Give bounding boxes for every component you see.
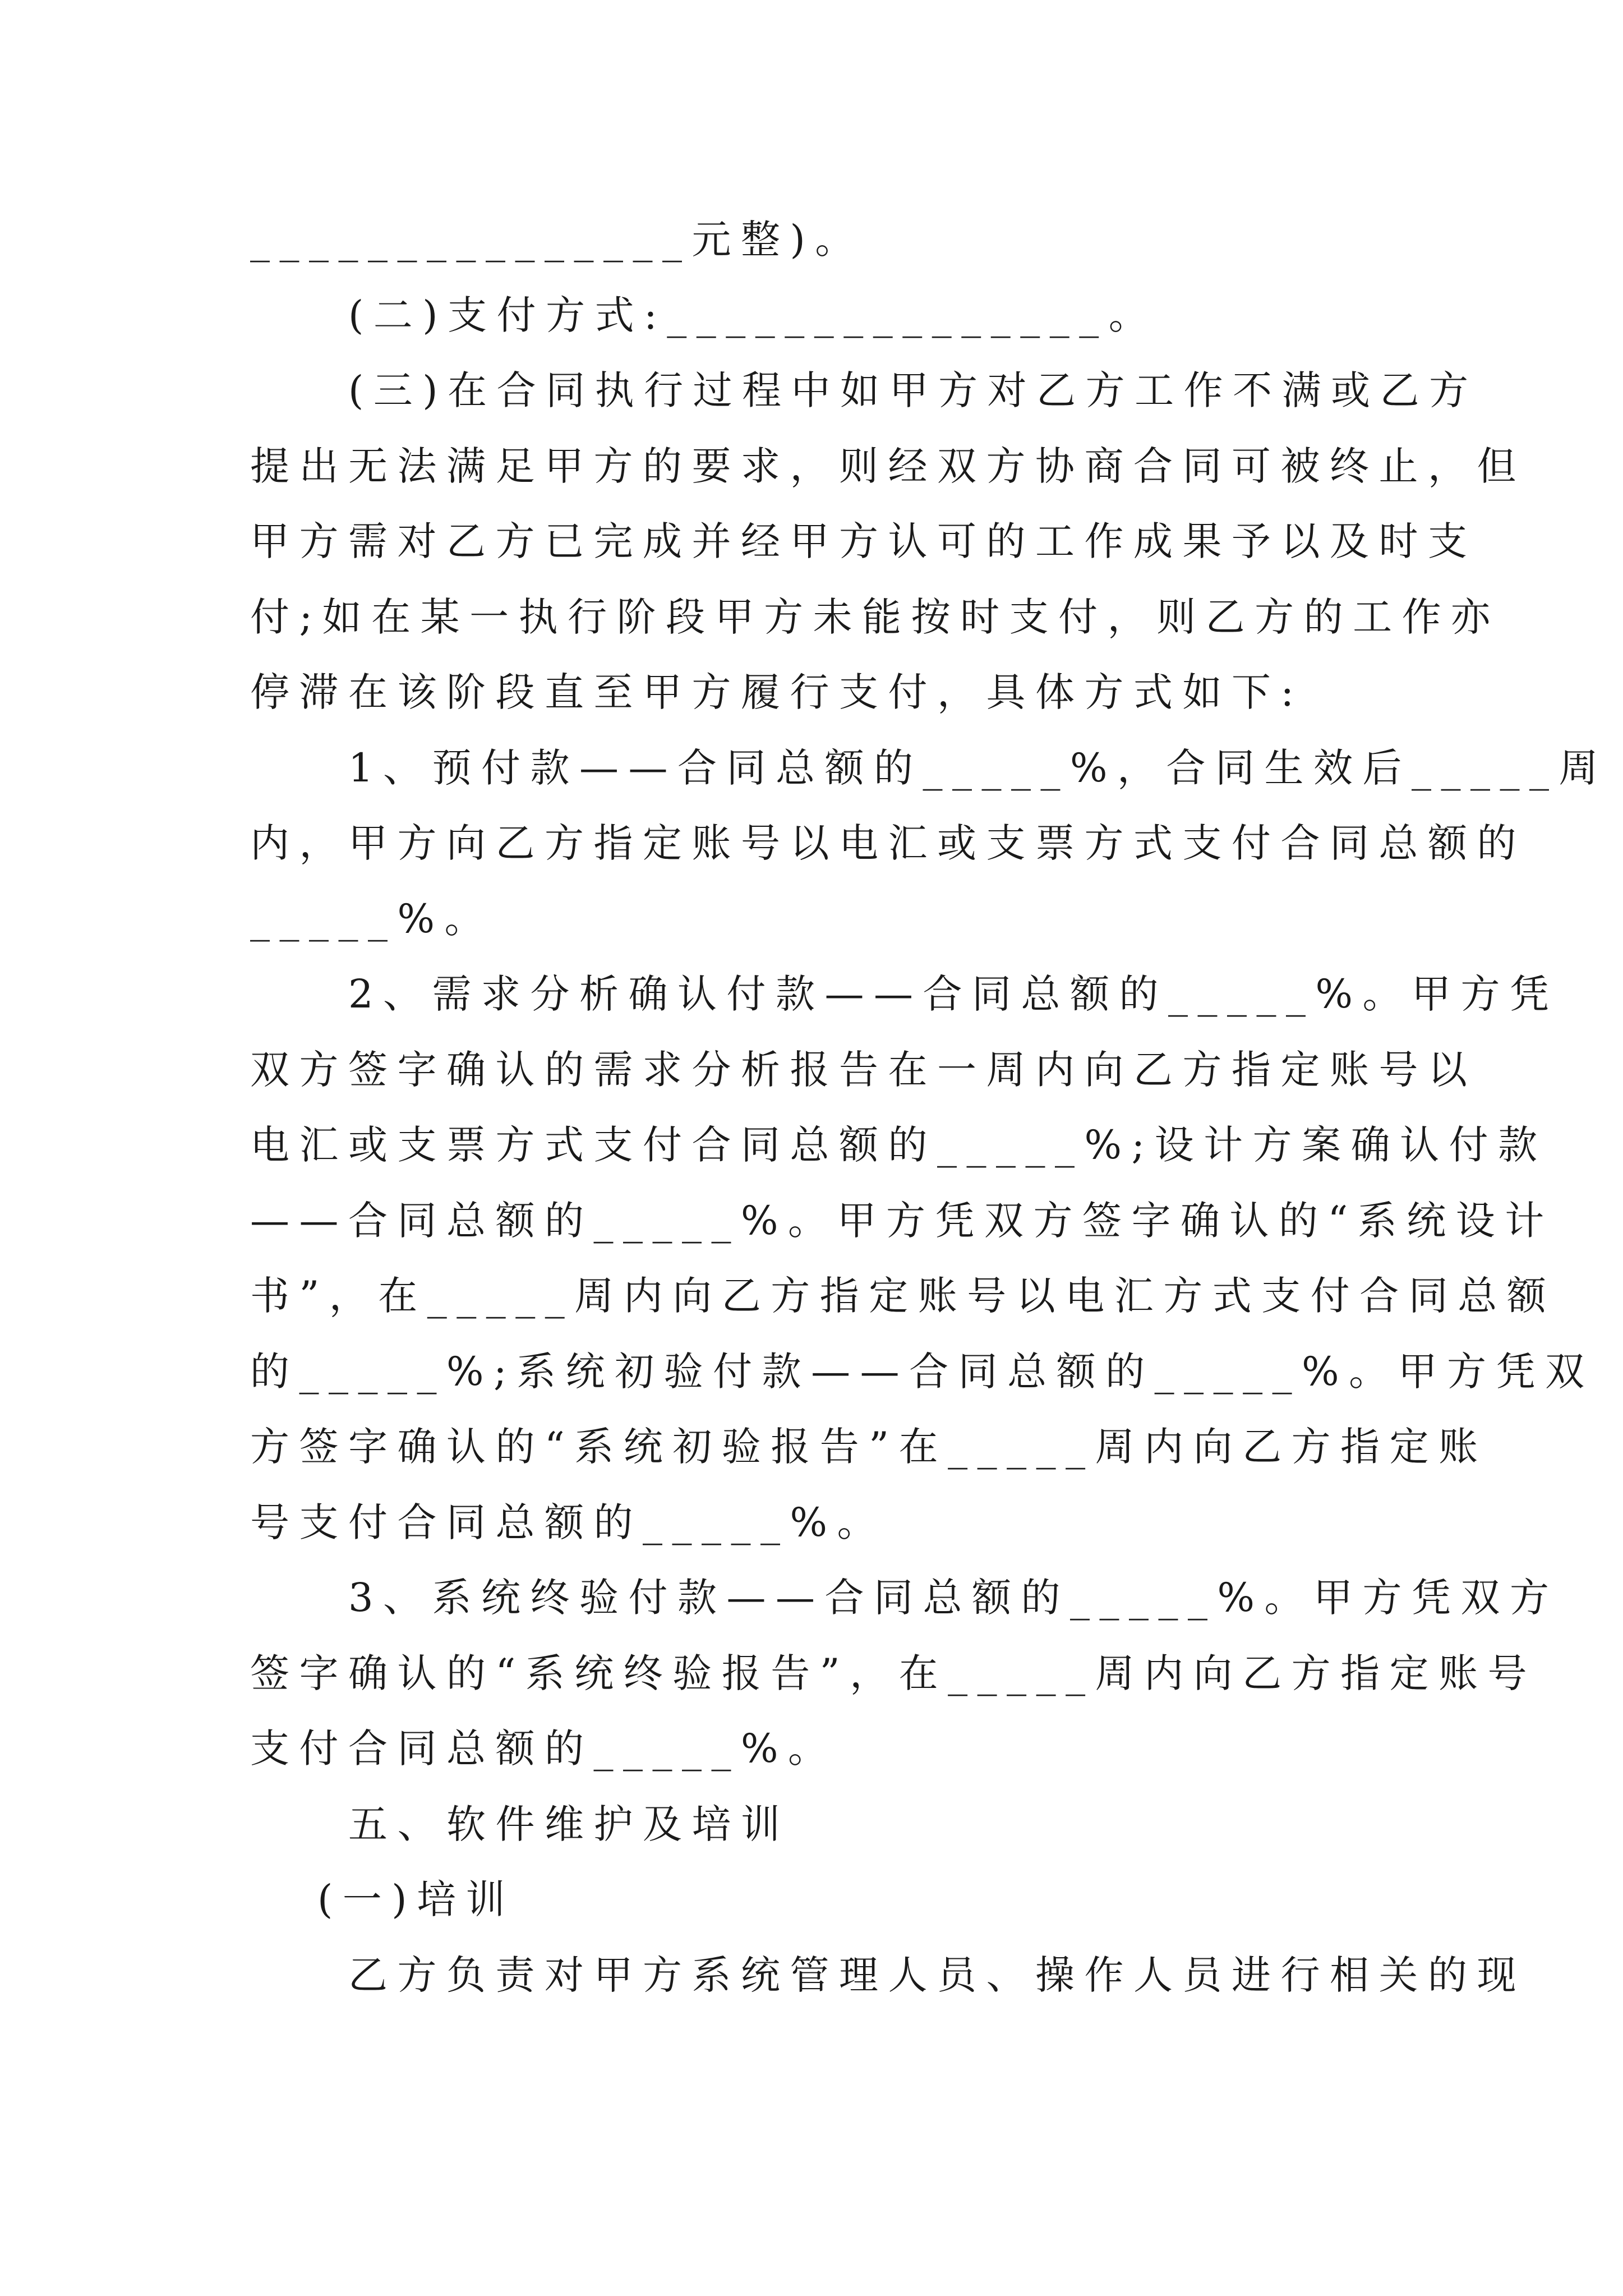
text-line: 签字确认的“系统终验报告”，在_____周内向乙方指定账号 (250, 1650, 1537, 1696)
text-line: 书”，在_____周内向乙方指定账号以电汇方式支付合同总额 (250, 1273, 1556, 1319)
text-line: 甲方需对乙方已完成并经甲方认可的工作成果予以及时支 (250, 518, 1477, 564)
text-line: 支付合同总额的_____%。 (250, 1726, 837, 1772)
text-line: 3、系统终验付款——合同总额的_____%。甲方凭双方 (348, 1575, 1559, 1621)
subsection-heading: (一)培训 (317, 1876, 515, 1922)
text-line: 内，甲方向乙方指定账号以电汇或支票方式支付合同总额的 (250, 820, 1526, 866)
text-line: 1、预付款——合同总额的_____%，合同生效后_____周 (348, 744, 1608, 791)
text-line: ——合同总额的_____%。甲方凭双方签字确认的“系统设计 (250, 1197, 1554, 1244)
text-line: 乙方负责对甲方系统管理人员、操作人员进行相关的现 (348, 1952, 1526, 1998)
text-line: 电汇或支票方式支付合同总额的_____%;设计方案确认付款 (250, 1122, 1547, 1168)
text-line: _______________元整)。 (250, 217, 864, 263)
section-heading: 五、软件维护及培训 (348, 1801, 790, 1847)
text-line: 提出无法满足甲方的要求，则经双方协商合同可被终止，但 (250, 443, 1526, 489)
text-line: 方签字确认的“系统初验报告”在_____周内向乙方指定账 (250, 1424, 1488, 1470)
text-line: 付;如在某一执行阶段甲方未能按时支付，则乙方的工作亦 (250, 593, 1500, 640)
text-line: 双方签字确认的需求分析报告在一周内向乙方指定账号以 (250, 1046, 1477, 1093)
text-line: (二)支付方式:_______________。 (348, 292, 1158, 338)
text-line: 停滞在该阶段直至甲方履行支付，具体方式如下: (250, 669, 1304, 715)
contract-body-text (250, 202, 1608, 2013)
text-line: 号支付合同总额的_____%。 (250, 1499, 887, 1545)
text-line: 2、需求分析确认付款——合同总额的_____%。甲方凭 (348, 971, 1559, 1017)
text-line: _____%。 (250, 895, 494, 942)
text-line: (三)在合同执行过程中如甲方对乙方工作不满或乙方 (348, 367, 1478, 413)
text-line: 的_____%;系统初验付款——合同总额的_____%。甲方凭双 (250, 1348, 1594, 1395)
